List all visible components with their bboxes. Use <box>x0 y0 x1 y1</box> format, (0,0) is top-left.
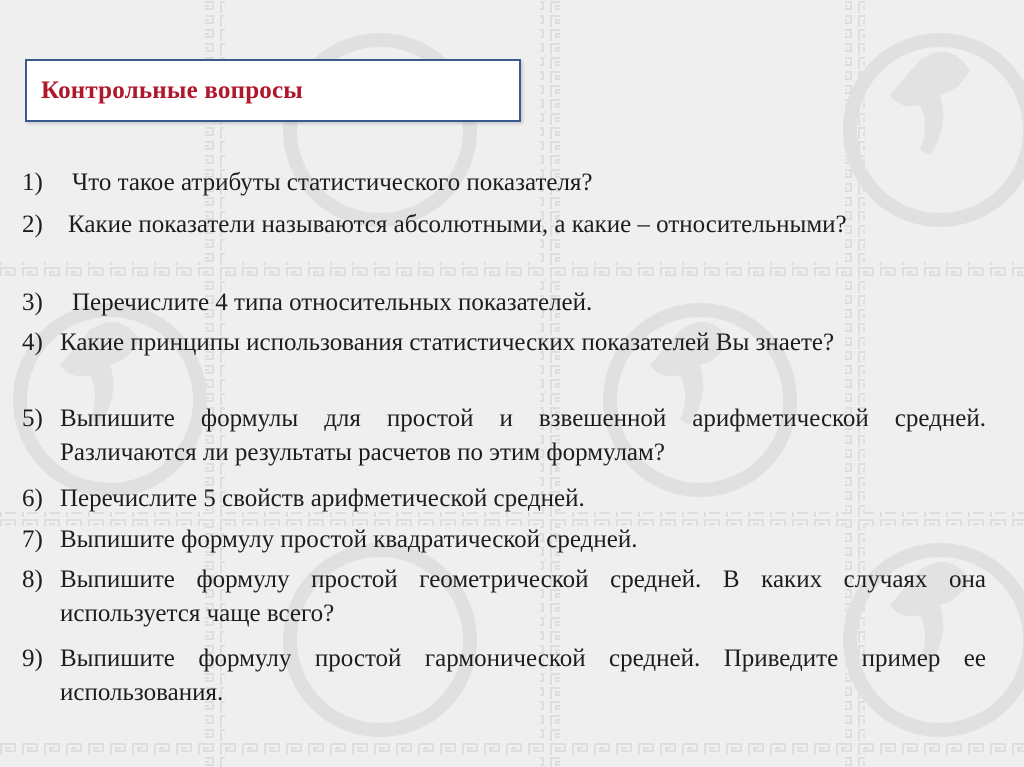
item-text: Выпишите формулу простой геометрической средней. В каких случаях она используется чаще всего? <box>60 566 986 627</box>
item-number: 8) <box>22 566 43 593</box>
item-number: 3) <box>22 289 43 316</box>
page-title: Контрольные вопросы <box>41 77 304 104</box>
item-text: Какие показатели называются абсолютными, а какие – относительными? <box>68 211 847 238</box>
item-number: 9) <box>22 645 43 672</box>
item-text: Перечислите 4 типа относительных показателей. <box>72 289 593 316</box>
item-number: 4) <box>22 329 43 356</box>
item-text: Какие принципы использования статистических показателей Вы знаете? <box>60 329 835 356</box>
item-number: 2) <box>22 211 43 238</box>
item-text: Что такое атрибуты статистического показателя? <box>72 169 593 196</box>
item-text: Перечислите 5 свойств арифметической средней. <box>60 485 585 512</box>
item-text: Выпишите формулу простой квадратической средней. <box>60 526 638 553</box>
item-text: Выпишите формулу простой гармонической средней. Приведите пример ее использования. <box>60 645 986 706</box>
item-text: Выпишите формулы для простой и взвешенной арифметической средней. Различаются ли результаты расчетов по этим формулам? <box>60 405 986 466</box>
item-number: 7) <box>22 526 43 553</box>
item-number: 1) <box>22 169 43 196</box>
item-number: 5) <box>22 405 43 432</box>
item-number: 6) <box>22 485 43 512</box>
